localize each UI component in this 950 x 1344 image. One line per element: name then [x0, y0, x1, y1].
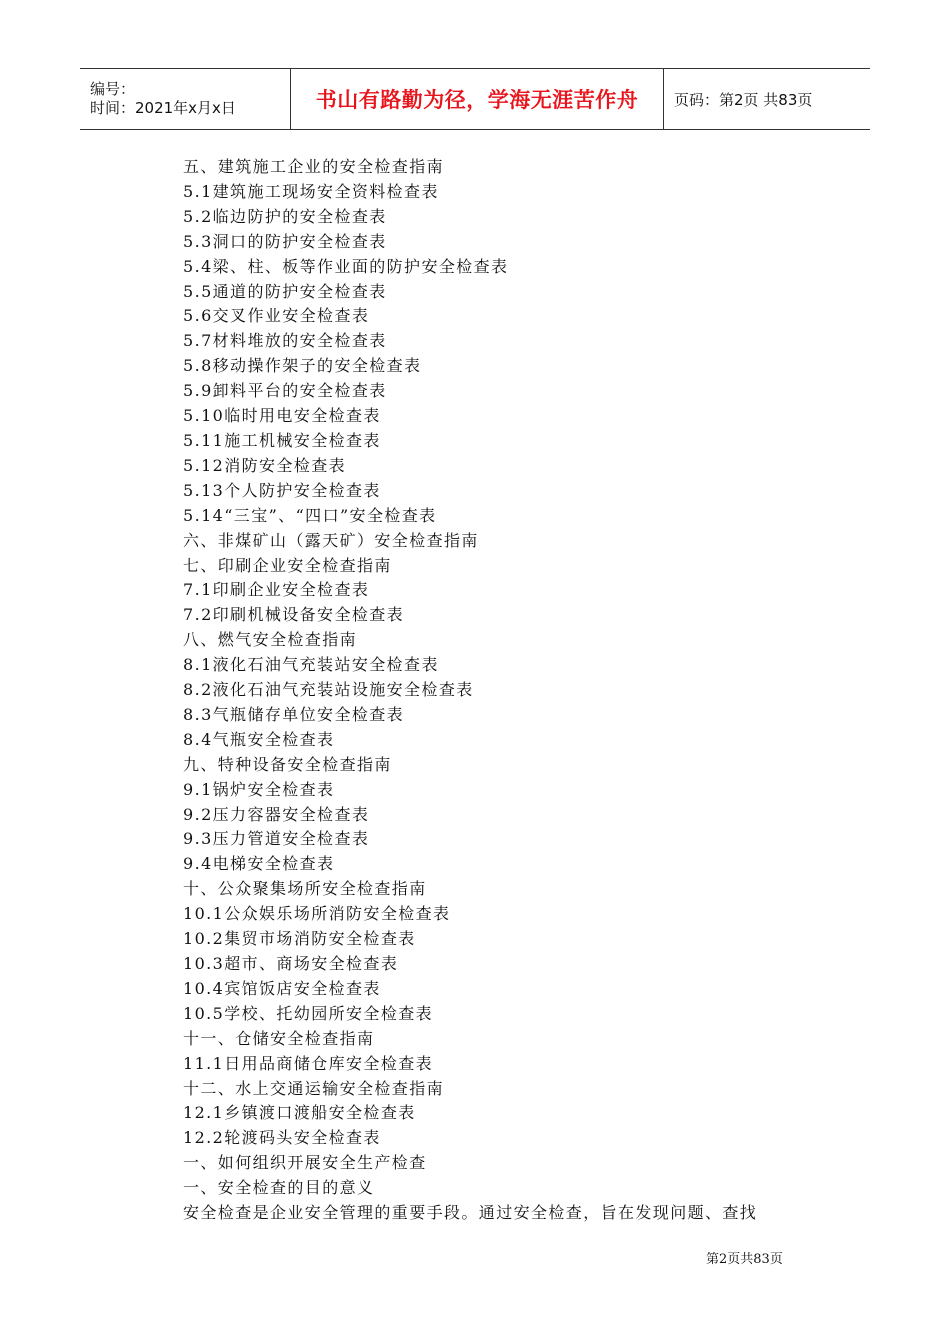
page-footer: 第2页共83页 — [706, 1252, 783, 1267]
toc-line: 5.5通道的防护安全检查表 — [183, 281, 387, 301]
toc-line: 10.2集贸市场消防安全检查表 — [183, 929, 416, 949]
toc-line: 5.14“三宝”、“四口”安全检查表 — [183, 505, 437, 525]
toc-line: 10.3超市、商场安全检查表 — [183, 954, 399, 973]
toc-line: 十一、仓储安全检查指南 — [183, 1028, 375, 1048]
toc-line: 一、如何组织开展安全生产检查 — [183, 1153, 427, 1173]
toc-line: 12.2轮渡码头安全检查表 — [183, 1128, 381, 1148]
toc-line: 7.1印刷企业安全检查表 — [183, 580, 370, 600]
toc-line: 5.4梁、柱、板等作业面的防护安全检查表 — [183, 256, 509, 276]
toc-line: 六、非煤矿山（露天矿）安全检查指南 — [183, 530, 479, 550]
toc-line: 12.1乡镇渡口渡船安全检查表 — [183, 1103, 416, 1123]
toc-line: 5.2临边防护的安全检查表 — [183, 206, 387, 226]
toc-line: 5.1建筑施工现场安全资料检查表 — [183, 181, 439, 201]
toc-line: 5.6交叉作业安全检查表 — [183, 306, 370, 326]
toc-line: 5.13个人防护安全检查表 — [183, 480, 381, 500]
header-time-label: 时间：2021年x月x日 — [90, 99, 236, 117]
toc-line: 7.2印刷机械设备安全检查表 — [183, 605, 405, 625]
toc-line: 八、燃气安全检查指南 — [183, 630, 358, 650]
toc-line: 一、安全检查的目的意义 — [183, 1178, 375, 1198]
toc-line: 9.1锅炉安全检查表 — [183, 779, 335, 799]
toc-line: 5.7材料堆放的安全检查表 — [183, 331, 387, 351]
toc-line: 8.1液化石油气充装站安全检查表 — [183, 655, 439, 675]
toc-line: 5.10临时用电安全检查表 — [183, 406, 381, 426]
toc-line: 5.11施工机械安全检查表 — [183, 430, 381, 450]
toc-line: 5.8移动操作架子的安全检查表 — [183, 356, 422, 376]
toc-line: 十、公众聚集场所安全检查指南 — [183, 879, 427, 899]
toc-line: 10.4宾馆饭店安全检查表 — [183, 978, 381, 998]
toc-line: 5.9卸料平台的安全检查表 — [183, 381, 387, 401]
toc-line: 九、特种设备安全检查指南 — [183, 754, 392, 774]
toc-line: 8.4气瓶安全检查表 — [183, 729, 335, 749]
toc-line: 9.4电梯安全检查表 — [183, 854, 335, 874]
toc-line: 十二、水上交通运输安全检查指南 — [183, 1078, 445, 1098]
toc-line: 9.3压力管道安全检查表 — [183, 829, 370, 849]
header-motto-cell — [290, 69, 664, 129]
toc-line: 10.1公众娱乐场所消防安全检查表 — [183, 904, 451, 924]
toc-content — [183, 155, 823, 1226]
toc-line: 9.2压力容器安全检查表 — [183, 804, 370, 824]
header-motto: 书山有路勤为径，学海无涯苦作舟 — [315, 88, 639, 112]
toc-line: 5.12消防安全检查表 — [183, 455, 347, 475]
toc-line: 10.5学校、托幼园所安全检查表 — [183, 1003, 434, 1023]
header-page-info: 页码：第2页 共83页 — [674, 90, 813, 109]
header-meta — [80, 69, 290, 129]
toc-line: 11.1日用品商储仓库安全检查表 — [183, 1053, 434, 1073]
header-page-cell — [664, 69, 870, 129]
toc-line: 5.3洞口的防护安全检查表 — [183, 231, 387, 251]
page-header — [80, 68, 870, 130]
header-number-label: 编号： — [90, 80, 136, 98]
toc-line: 七、印刷企业安全检查指南 — [183, 555, 392, 575]
body-paragraph-line: 安全检查是企业安全管理的重要手段。通过安全检查，旨在发现问题、查找 — [183, 1203, 758, 1223]
toc-line: 8.3气瓶储存单位安全检查表 — [183, 704, 405, 724]
toc-line: 五、建筑施工企业的安全检查指南 — [183, 157, 445, 176]
toc-line: 8.2液化石油气充装站设施安全检查表 — [183, 680, 474, 700]
